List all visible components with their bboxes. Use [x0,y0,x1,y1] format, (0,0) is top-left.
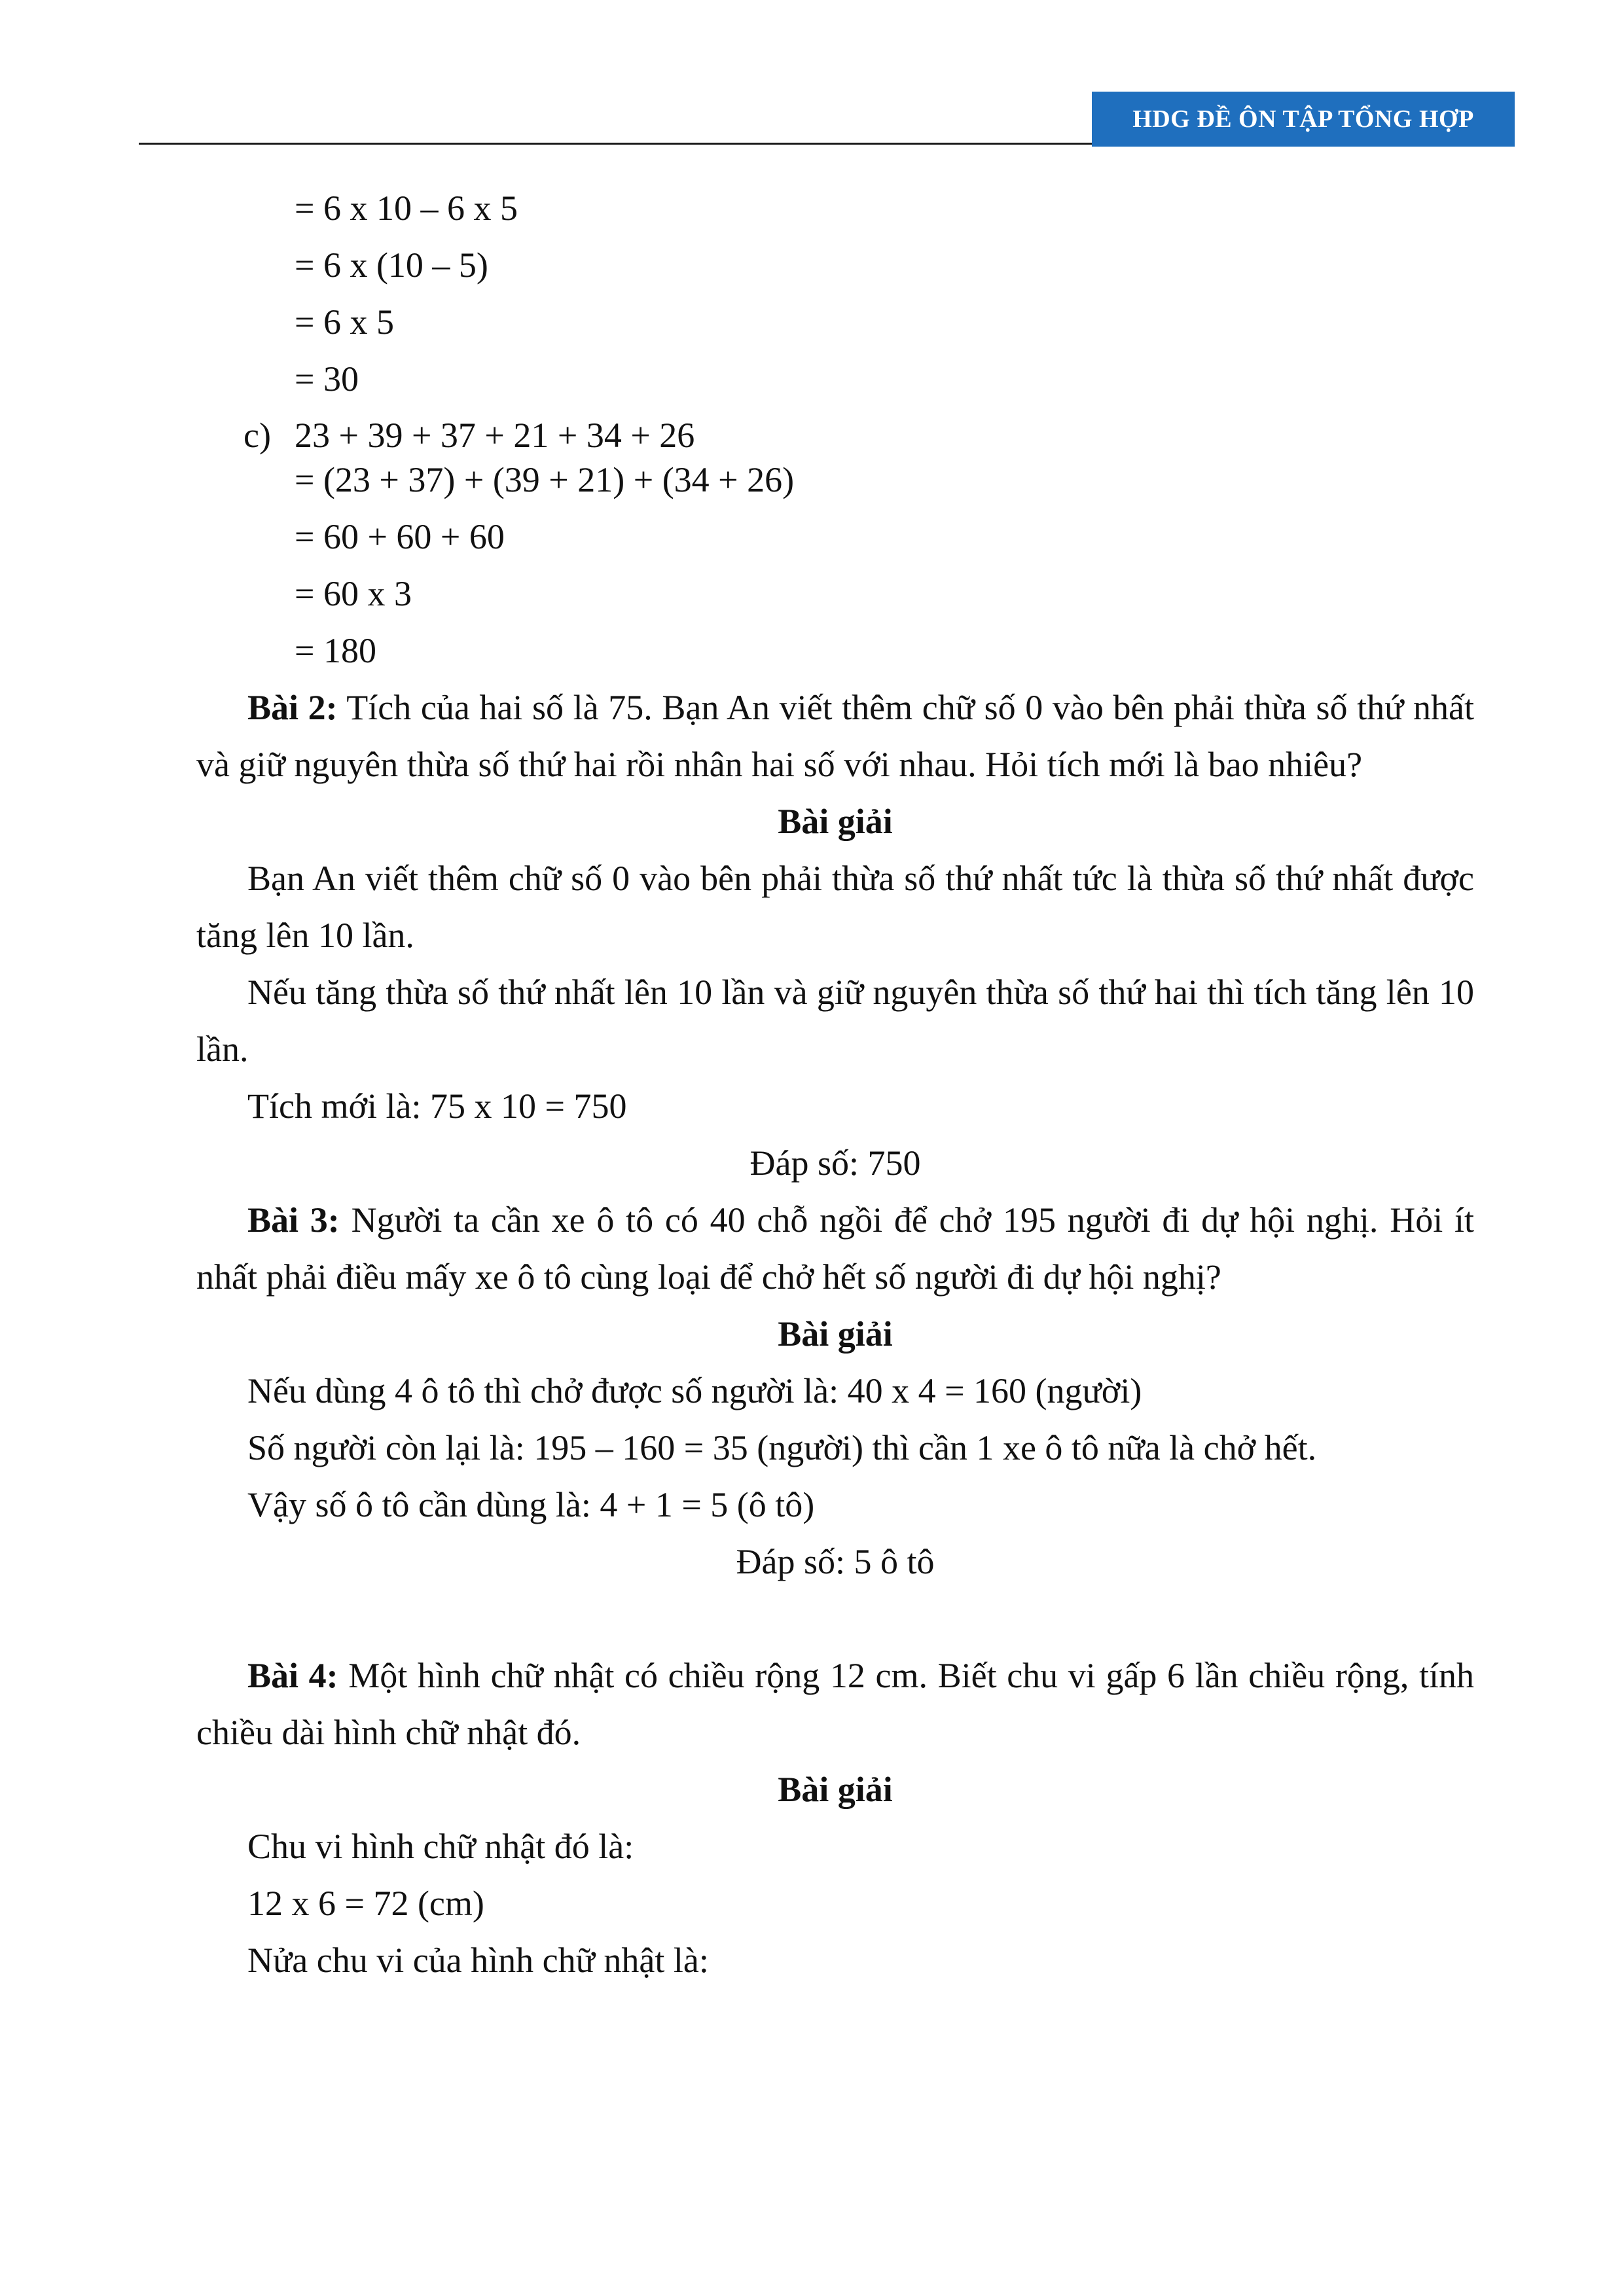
bai2-answer: Đáp số: 750 [749,1143,921,1183]
page-content [196,180,1474,1989]
bai3-answer: Đáp số: 5 ô tô [736,1542,935,1581]
bai3-label: Bài 3: [247,1200,340,1240]
bai4-question: Bài 4: Một hình chữ nhật có chiều rộng 12 cm. Biết chu vi gấp 6 lần chiều rộng, tính chiều dài hình chữ nhật đó. [196,1656,1474,1752]
bai4-label: Bài 4: [247,1656,338,1695]
bai3-question: Bài 3: Người ta cần xe ô tô có 40 chỗ ngồi để chở 195 người đi dự hội nghị. Hỏi ít nhất phải điều mấy xe ô tô cùng loại để chở hết số người đi dự hội nghị? [196,1200,1474,1297]
bai4-solution-title: Bài giải [778,1770,893,1809]
equation-line: = 60 + 60 + 60 [295,517,505,556]
equation-line: = 60 x 3 [295,574,412,613]
bai2-line: Bạn An viết thêm chữ số 0 vào bên phải thừa số thứ nhất tức là thừa số thứ nhất được tăng lên 10 lần. [196,859,1474,955]
header-badge: HDG ĐỀ ÔN TẬP TỔNG HỢP [1092,92,1515,147]
bai3-solution-title: Bài giải [778,1314,893,1354]
bai3-line: Vậy số ô tô cần dùng là: 4 + 1 = 5 (ô tô) [247,1485,815,1524]
equation-line: = 30 [295,359,359,399]
equation-line: = 6 x 10 – 6 x 5 [295,188,518,228]
bai2-line: Tích mới là: 75 x 10 = 750 [247,1086,627,1126]
bai2-label: Bài 2: [247,688,338,727]
equation-line: = (23 + 37) + (39 + 21) + (34 + 26) [295,460,795,499]
bai4-line: Nửa chu vi của hình chữ nhật là: [247,1941,709,1980]
bai3-line: Số người còn lại là: 195 – 160 = 35 (người) thì cần 1 xe ô tô nữa là chở hết. [247,1428,1317,1467]
bai4-line: 12 x 6 = 72 (cm) [247,1884,484,1923]
part-c-expression [196,408,1474,457]
equation-line: = 180 [295,631,376,670]
bai3-line: Nếu dùng 4 ô tô thì chở được số người là: 40 x 4 = 160 (người) [247,1371,1142,1410]
bai2-question: Bài 2: Tích của hai số là 75. Bạn An viết thêm chữ số 0 vào bên phải thừa số thứ nhất và giữ nguyên thừa số thứ hai rồi nhân hai số với nhau. Hỏi tích mới là bao nhiêu? [196,688,1474,784]
part-c-expr: 23 + 39 + 37 + 21 + 34 + 26 [295,416,695,455]
bai4-line: Chu vi hình chữ nhật đó là: [247,1827,634,1866]
spacer [196,1590,1474,1647]
bai2-solution-title: Bài giải [778,802,893,841]
equation-line: = 6 x 5 [295,302,394,342]
bai2-line: Nếu tăng thừa số thứ nhất lên 10 lần và giữ nguyên thừa số thứ hai thì tích tăng lên 10 lần. [196,973,1474,1069]
part-c-label: c) [244,416,271,455]
equation-line: = 6 x (10 – 5) [295,245,488,285]
